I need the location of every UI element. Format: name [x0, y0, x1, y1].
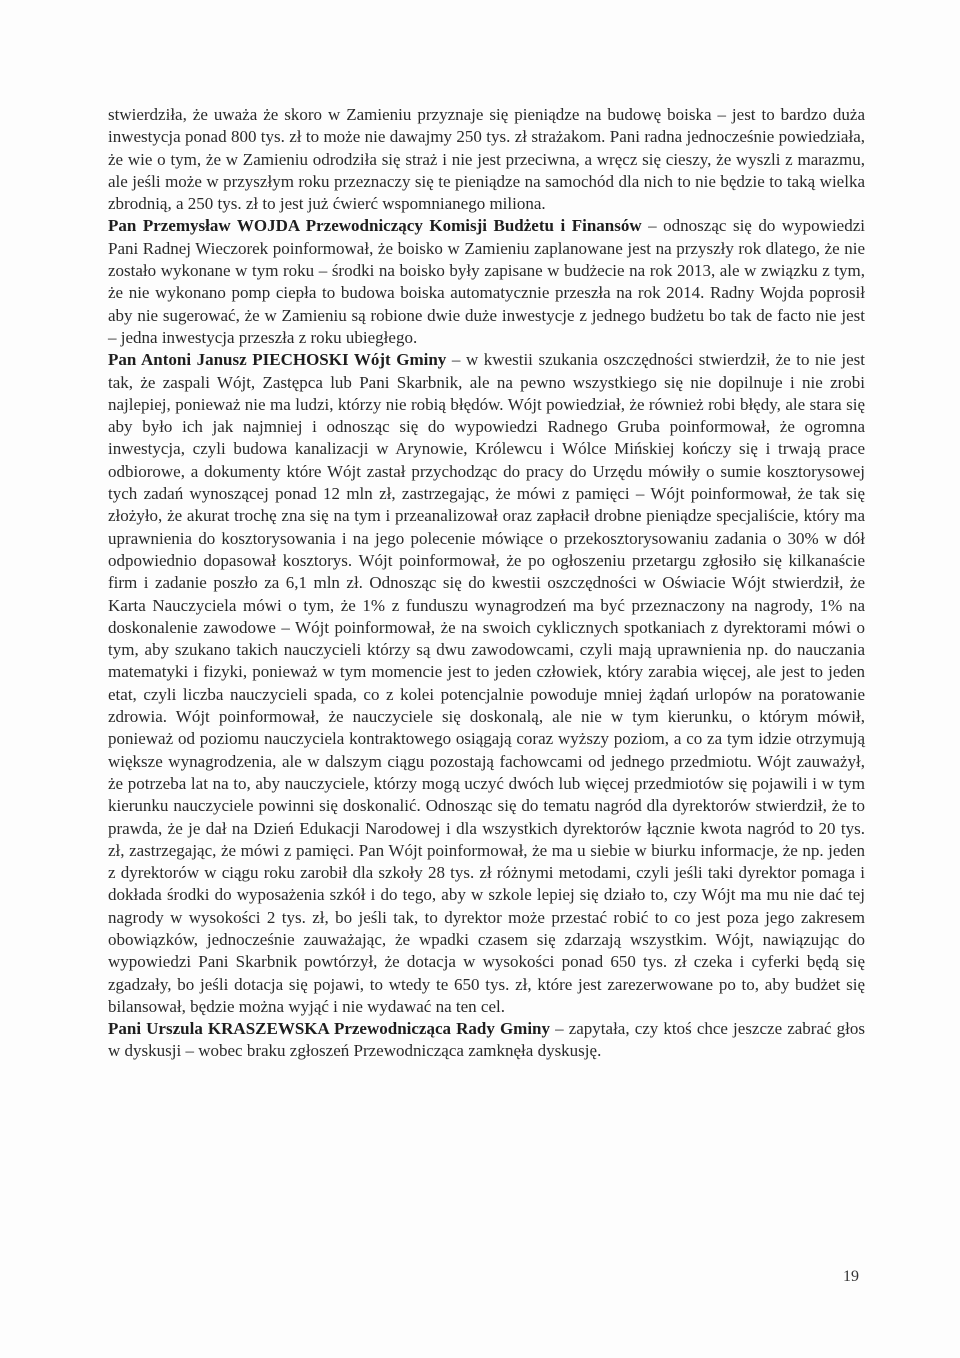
paragraph-piechoski — [108, 349, 865, 1018]
paragraph-wojda — [108, 215, 865, 349]
paragraph-kraszewska — [108, 1018, 865, 1063]
paragraph-continuation — [108, 104, 865, 215]
document-body — [108, 104, 865, 1063]
speaker-name: Pani Urszula KRASZEWSKA Przewodnicząca Rady Gminy — [108, 1019, 551, 1039]
paragraph-text: – odnosząc się do wypowiedzi Pani Radnej Wieczorek poinformował, że boisko w Zamieniu zaplanowane jest na przyszły rok dlatego, że nie zostało wykonane w tym roku – środki na boisko były zapisane w budżecie na rok 2013, ale w związku z tym, że nie wykonano pomp ciepła to budowa boiska automatycznie przeszła na rok 2014. Radny Wojda poprosił aby nie sugerować, że w Zamieniu są robione dwie duże inwestycje z jednego budżetu bo tak de facto nie jest – jedna inwestycja przeszła z roku ubiegłego. — [108, 216, 865, 347]
paragraph-text: stwierdziła, że uważa że skoro w Zamieniu przyznaje się pieniądze na budowę boiska – jest to bardzo duża inwestycja ponad 800 tys. zł to może nie dawajmy 250 tys. zł strażakom. Pani radna jednocześnie powiedziała, że wie o tym, że w Zamieniu odrodziła się straż i nie jest przeciwna, a wręcz się cieszy, że wyszli z marazmu, ale jeśli może w przyszłym roku przeznaczy się te pieniądze na samochód dla nich to nie będzie to taką wielka zbrodnią, a 250 tys. zł to jest już ćwierć wspomnianego miliona. — [108, 105, 865, 214]
speaker-name: Pan Przemysław WOJDA Przewodniczący Komisji Budżetu i Finansów — [108, 216, 642, 236]
speaker-name: Pan Antoni Janusz PIECHOSKI Wójt Gminy — [108, 350, 447, 370]
paragraph-text: – w kwestii szukania oszczędności stwierdził, że to nie jest tak, że zaspali Wójt, Zastępca lub Pani Skarbnik, ale na pewno wszystkiego się nie dopilnuje i nie zrobi najlepiej, ponieważ nie ma ludzi, którzy nie robią błędów. Wójt powiedział, że również robi błędy, ale stara się aby było ich jak najmniej i odnosząc się do wypowiedzi Radnego Gruba poinformował, że ogromna inwestycja, czyli budowa kanalizacji w Arynowie, Królewcu i Wólce Mińskiej kończy się i trwają prace odbiorowe, a dokumenty które Wójt zastał przychodząc do pracy do Urzędu mówiły o sumie kosztorysowej tych zadań wynoszącej ponad 12 mln zł, zastrzegając, że mówi z pamięci – Wójt poinformował, że tak się złożyło, że akurat trochę zna się na tym i przeanalizował oraz zapłacił drobne pieniądze specjaliście, który ma uprawnienia do kosztorysowania i na jego polecenie mówiące o przekosztorysowaniu zadania o 30% w dół odpowiednio dopasował kosztorys. Wójt poinformował, że po ogłoszeniu przetargu zgłosiło się kilkanaście firm i zadanie poszło za 6,1 mln zł. Odnosząc się do kwestii oszczędności w Oświacie Wójt stwierdził, że Karta Nauczyciela mówi o tym, że 1% z funduszu wynagrodzeń ma być przeznaczony na nagrody, 1% na doskonalenie zawodowe – Wójt poinformował, że na swoich cyklicznych spotkaniach z dyrektorami mówi o tym, aby szukano takich nauczycieli którzy są dwu zawodowcami, czyli mają uprawnienia np. do nauczania matematyki i fizyki, ponieważ w tym momencie jest to jeden człowiek, który zarabia więcej, ale jest to jeden etat, czyli liczba nauczycieli spada, co z kolei potencjalnie powoduje mniej żądań urlopów na poratowanie zdrowia. Wójt poinformował, że nauczyciele się doskonalą, ale nie w tym kierunku, o którym mówił, ponieważ od poziomu nauczyciela kontraktowego osiągają coraz wyższy poziom, a co za tym idzie otrzymują większe wynagrodzenia, ale w dalszym ciągu pozostają fachowcami od jednego przedmiotu. Wójt zauważył, że potrzeba lat na to, aby nauczyciele, którzy mogą uczyć dwóch lub więcej przedmiotów się pojawili i w tym kierunku nauczyciele powinni się doskonalić. Odnosząc się do tematu nagród dla dyrektorów stwierdził, że to prawda, że je dał na Dzień Edukacji Narodowej i dla wszystkich dyrektorów łącznie kwota nagród to 20 tys. zł, zastrzegając, że mówi z pamięci. Pan Wójt poinformował, że ma u siebie w biurku informacje, że np. jeden z dyrektorów w ciągu roku zarobił dla szkoły 28 tys. zł różnymi metodami, czyli jeśli taki dyrektor pomaga i dokłada środki do wyposażenia szkół i do tego, aby w szkole lepiej się działo to, czy Wójt ma mu nie dać tej nagrody w wysokości 2 tys. zł, bo jeśli tak, to dyrektor może przestać robić to co jest poza jego zakresem obowiązków, jednocześnie zauważając, że wpadki czasem się zdarzają wszystkim. Wójt, nawiązując do wypowiedzi Pani Skarbnik powtórzył, że dotacja w wysokości ponad 650 tys. zł czeka i cyferki będą się zgadzały, bo jeśli dotacja się pojawi, to wtedy te 650 tys. zł, które jest zarezerwowane po to, aby budżet się bilansował, będzie można wyjąć i nie wydawać na ten cel. — [108, 350, 865, 1016]
page-number: 19 — [843, 1268, 859, 1285]
paragraph-text: – zapytała, czy ktoś chce jeszcze zabrać głos w dyskusji – wobec braku zgłoszeń Przewodnicząca zamknęła dyskusję. — [108, 1019, 865, 1061]
